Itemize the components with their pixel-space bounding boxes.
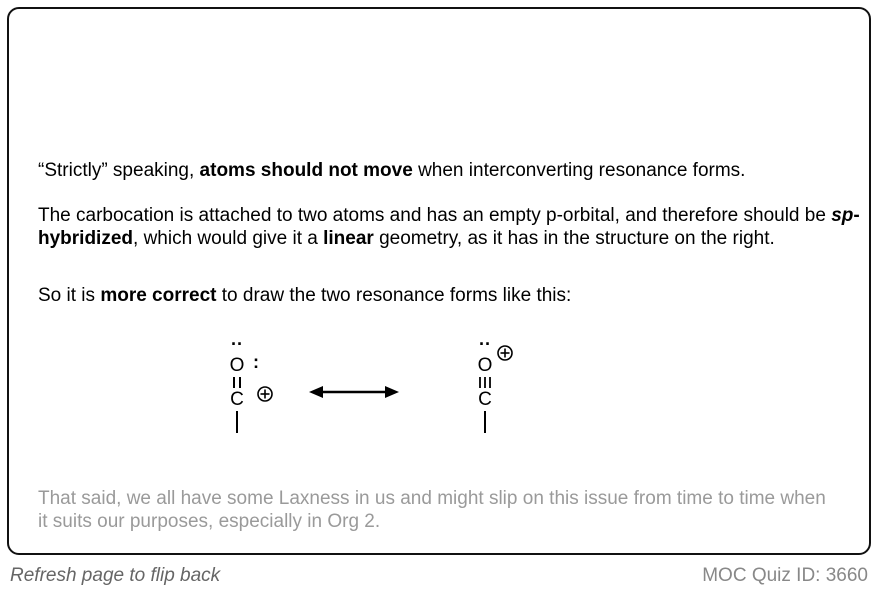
carbocation-explanation — [38, 204, 868, 250]
p2-linear: linear — [323, 228, 374, 249]
right-carbon: C — [478, 389, 492, 410]
p3-tail: to draw the two resonance forms like this: — [216, 285, 572, 306]
p1-tail: when interconverting resonance forms. — [412, 160, 746, 181]
p3-bold: more correct — [100, 285, 217, 306]
left-positive-charge-icon — [258, 387, 272, 401]
p2-sp-italic: sp — [831, 205, 854, 226]
laxness-note: That said, we all have some Laxness in us and might slip on this issue from time to time when it suits our purposes, especially in Org 2. — [38, 488, 826, 532]
p2-mid: , which would give it a — [133, 228, 324, 249]
left-o-lone-pair: ·· — [231, 334, 243, 354]
left-o-side-dots: : — [253, 352, 259, 372]
p1-bold: atoms should not move — [199, 160, 413, 181]
right-positive-charge-icon — [498, 346, 512, 360]
resonance-diagram — [189, 327, 549, 447]
strictly-speaking-text — [38, 159, 745, 182]
right-oxygen: O — [477, 355, 493, 376]
more-correct-text — [38, 284, 571, 307]
p3-lead: So it is — [38, 285, 101, 306]
p1-lead: “Strictly” speaking, — [38, 160, 200, 181]
p2-tail: geometry, as it has in the structure on the right. — [373, 228, 775, 249]
right-o-lone-pair: ·· — [479, 334, 491, 354]
right-resonance-structure — [478, 334, 512, 433]
quiz-id: MOC Quiz ID: 3660 — [702, 565, 868, 586]
flashcard-back[interactable] — [7, 7, 871, 555]
left-oxygen: O — [229, 355, 245, 376]
p2-hybridized: -hybridized — [38, 205, 860, 249]
refresh-hint: Refresh page to flip back — [10, 565, 221, 586]
left-resonance-structure — [230, 334, 272, 433]
p2-lead: The carbocation is attached to two atoms and has an empty p-orbital, and therefore should be — [38, 205, 832, 226]
resonance-arrow-icon — [309, 386, 399, 398]
left-carbon: C — [230, 389, 244, 410]
